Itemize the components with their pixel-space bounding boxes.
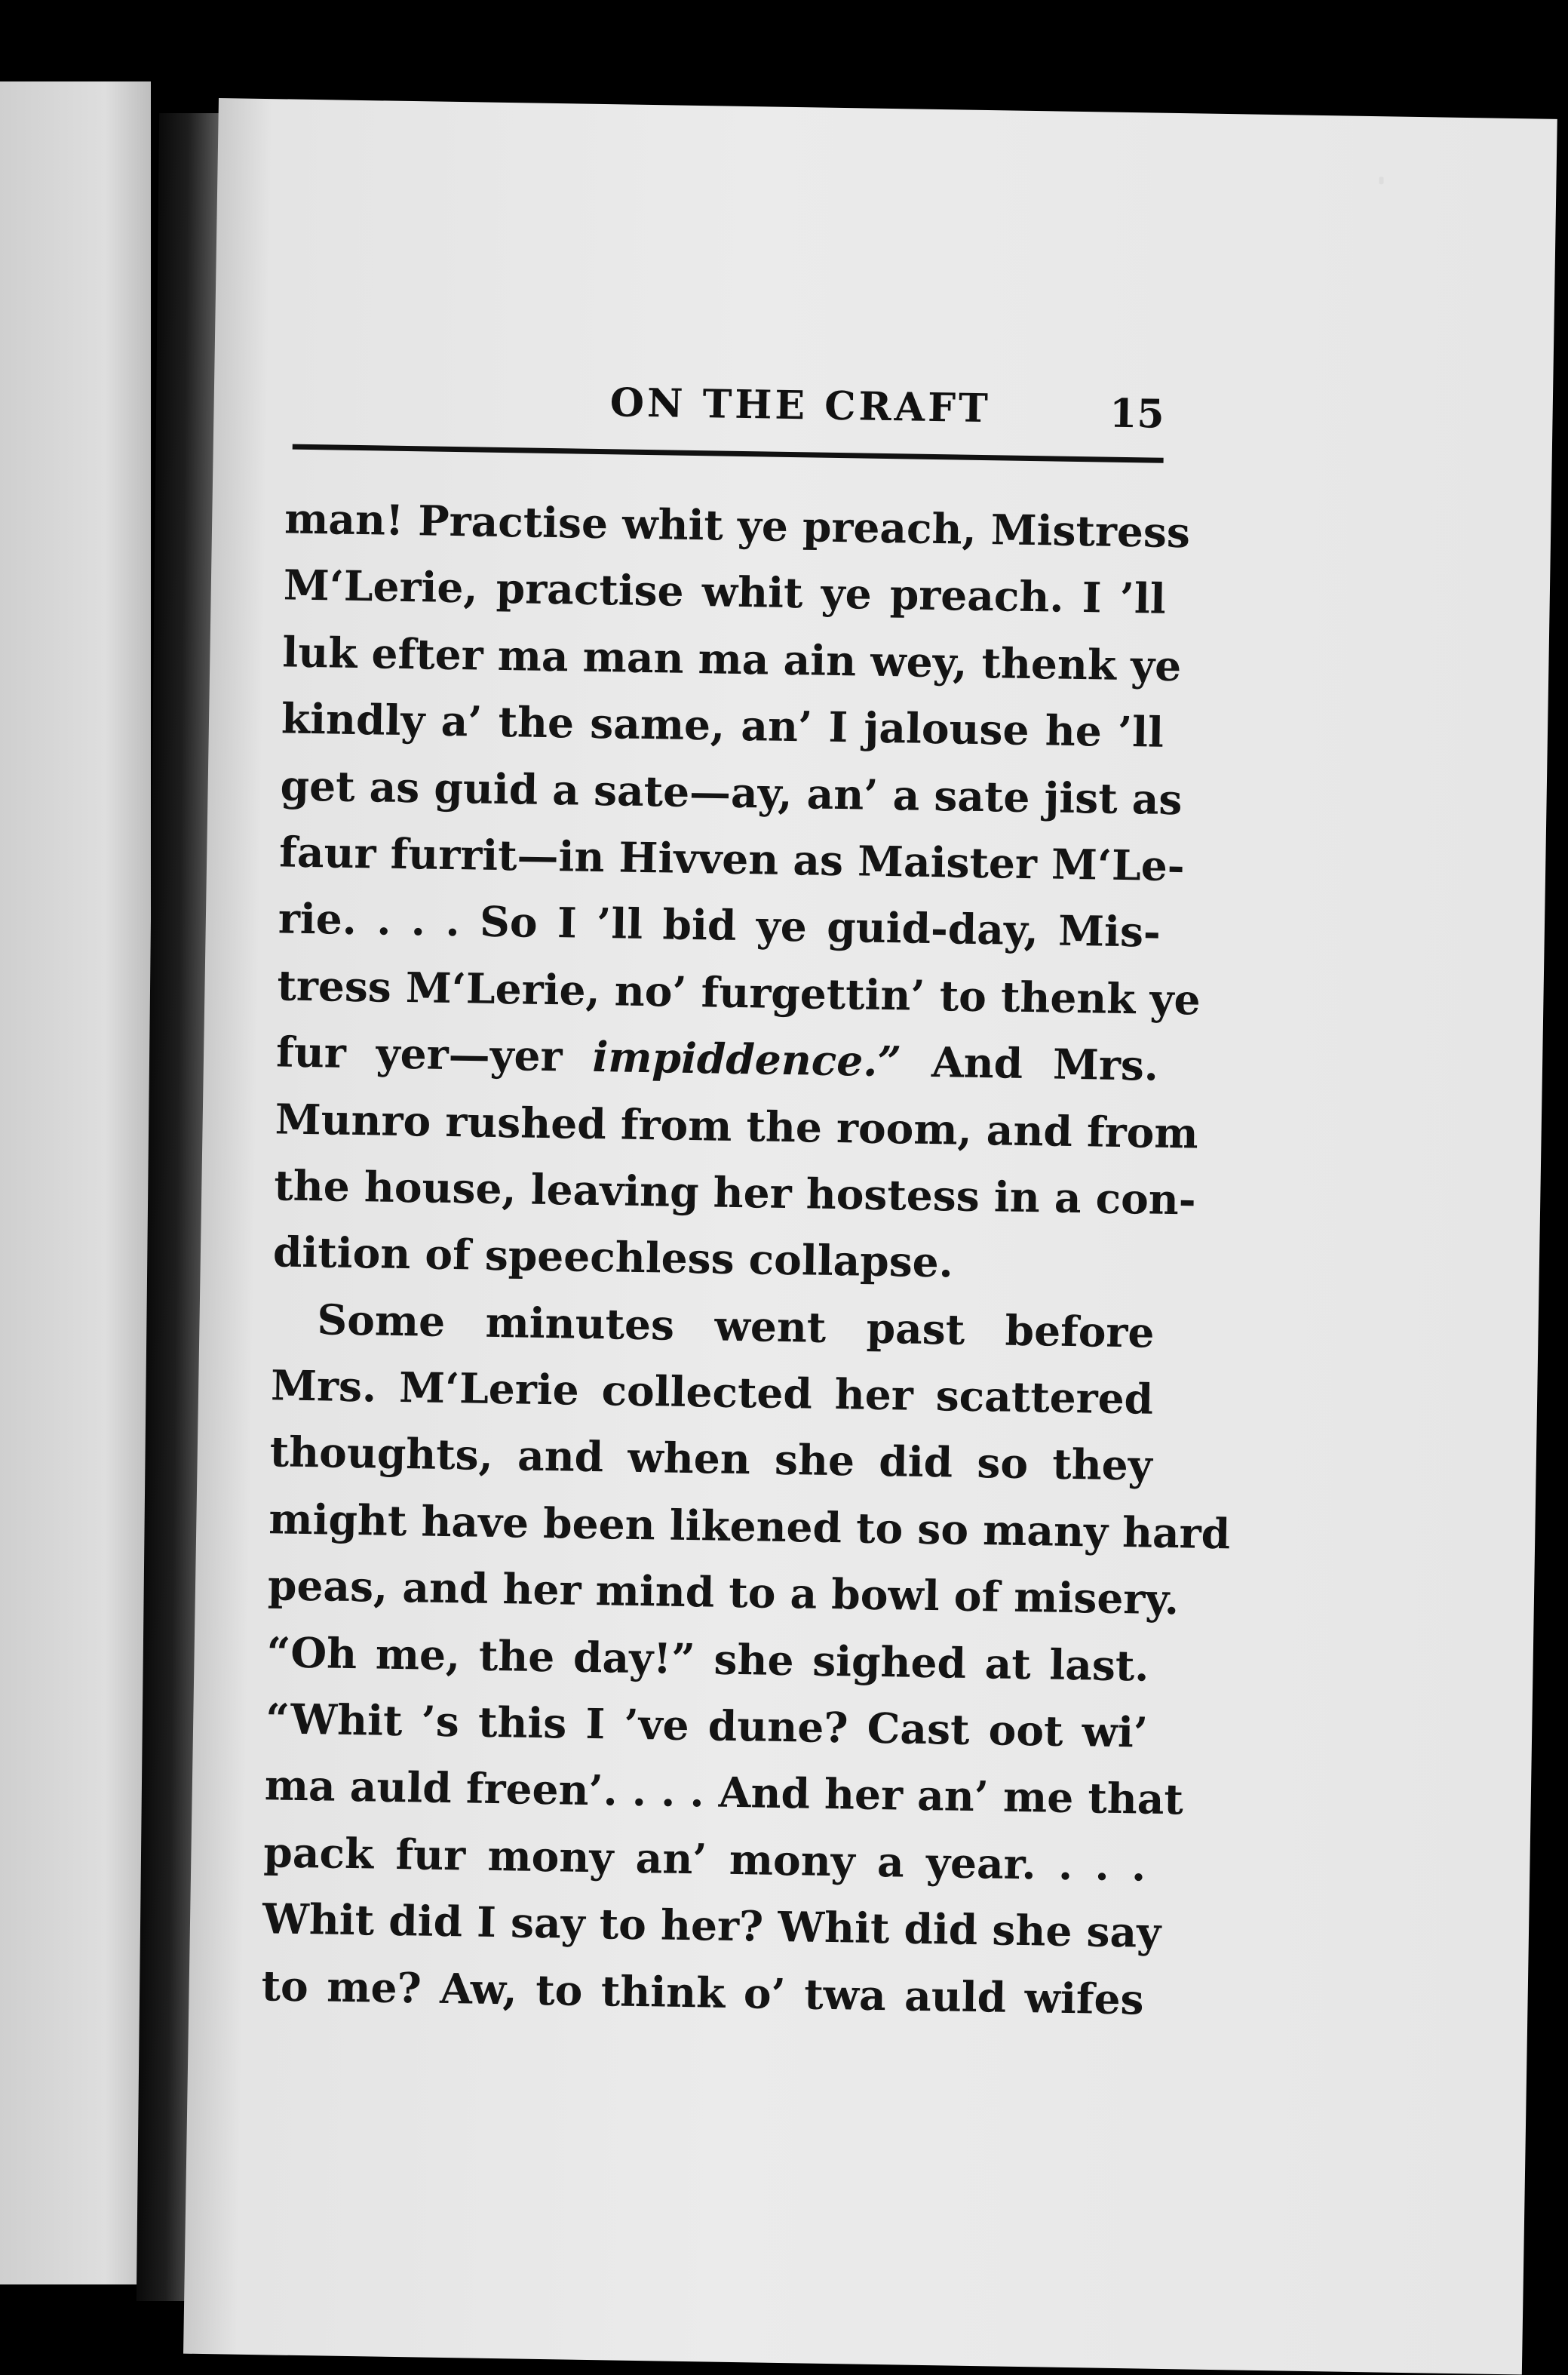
text-line: rie. . . . So I ’ll bid ye guid-day, Mis-	[278, 893, 1161, 957]
text-line: pack fur mony an’ mony a year. . . .	[262, 1827, 1146, 1891]
text-line: M‘Lerie, practise whit ye preach. I ’ll	[283, 560, 1167, 624]
book-page	[183, 98, 1557, 2375]
paragraph-end-line: dition of speechless collapse.	[272, 1227, 954, 1287]
page-speck	[1379, 177, 1383, 184]
text-line: Munro rushed from the room, and from	[275, 1093, 1199, 1158]
text-line: man! Practise whit ye preach, Mistress	[284, 493, 1191, 558]
running-title: ON THE CRAFT	[609, 379, 992, 432]
text-line: to me? Aw, to think o’ twa auld wifes	[261, 1960, 1145, 2024]
text-line: faur furrit—in Hivven as Maister M‘Le-	[278, 827, 1186, 891]
text-line: “Oh me, the day!” she sighed at last.	[266, 1627, 1150, 1691]
text-line: thoughts, and when she did so they	[269, 1427, 1153, 1491]
text-line: get as guid a sate—ay, an’ a sate jist as	[280, 760, 1183, 824]
text-line: might have been likened to so many hard	[268, 1494, 1231, 1559]
page-header	[293, 375, 1165, 472]
text-line: luk efter ma man ma ain wey, thenk ye	[281, 627, 1182, 690]
text-line: “Whit ’s this I ’ve dune? Cast oot wi’	[265, 1694, 1149, 1757]
body-text	[261, 485, 1231, 2032]
text-line: ma auld freen’. . . . And her an’ me that	[264, 1760, 1184, 1824]
page-number: 15	[1109, 390, 1165, 438]
text-line: the house, leaving her hostess in a con-	[273, 1160, 1197, 1224]
text-line: peas, and her mind to a bowl of misery.	[267, 1560, 1180, 1624]
text-line: Mrs. M‘Lerie collected her scattered	[270, 1360, 1154, 1424]
text-line: tress M‘Lerie, no’ furgettin’ to thenk ye	[277, 960, 1201, 1025]
header-rule	[293, 444, 1164, 463]
left-page-edge	[0, 81, 151, 2284]
text-span: fur yer—yer	[275, 1027, 563, 1081]
text-span: And Mrs.	[931, 1037, 1159, 1090]
text-line: kindly a’ the same, an’ I jalouse he ’ll	[281, 693, 1164, 757]
paragraph-start-line: Some minutes went past before	[317, 1294, 1155, 1357]
italic-word: impiddence.”	[591, 1032, 902, 1086]
text-line: Whit did I say to her? Whit did she say	[262, 1894, 1161, 1958]
